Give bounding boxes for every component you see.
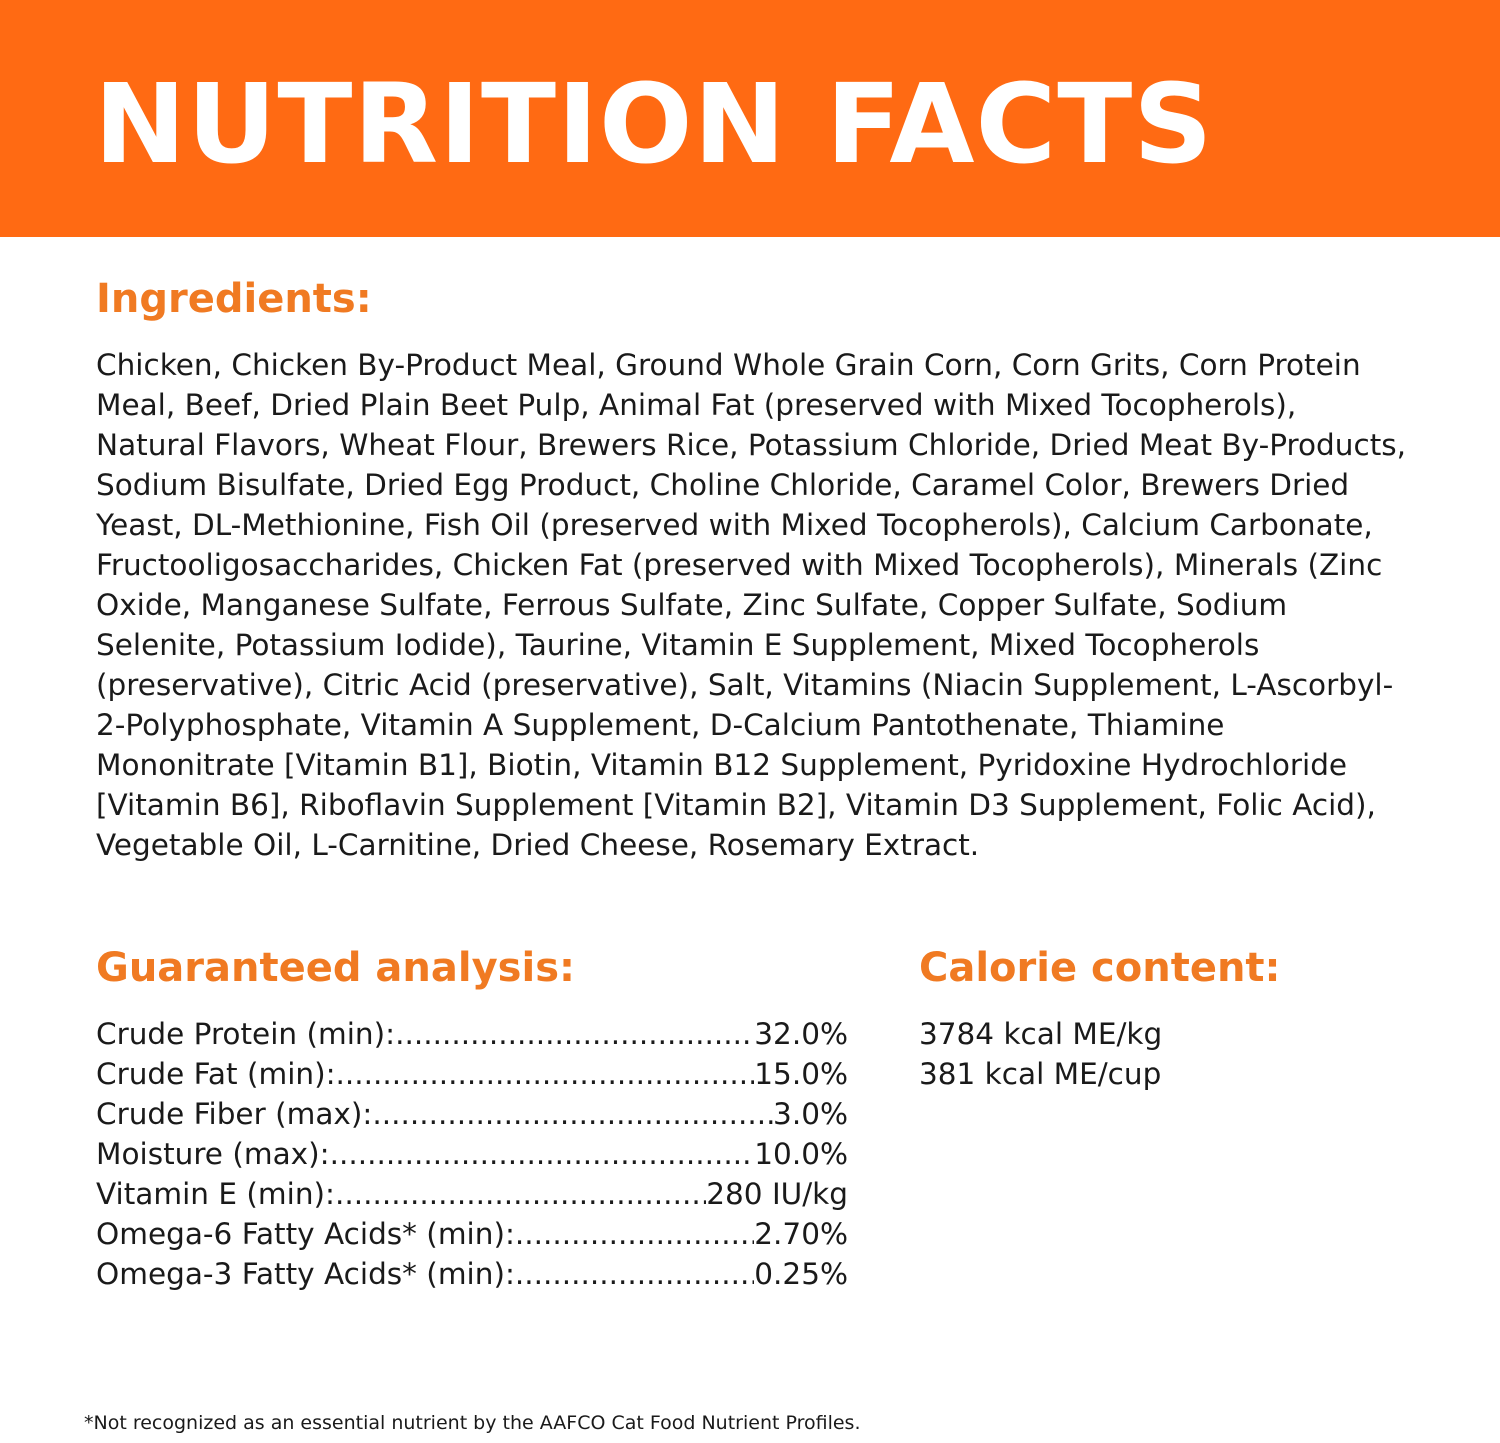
analysis-row-moisture xyxy=(96,1134,848,1174)
analysis-row-vitamin-e xyxy=(96,1174,848,1214)
analysis-value: 0.25% xyxy=(754,1257,848,1291)
analysis-value: 10.0% xyxy=(754,1137,848,1171)
header-banner xyxy=(0,0,1500,237)
footnote: *Not recognized as an essential nutrient by the AAFCO Cat Food Nutrient Profiles. xyxy=(84,1412,861,1434)
dot-leader xyxy=(372,1094,773,1134)
analysis-value: 15.0% xyxy=(754,1057,848,1091)
guaranteed-analysis-list xyxy=(96,1014,848,1294)
dot-leader xyxy=(335,1174,706,1214)
guaranteed-analysis-heading: Guaranteed analysis: xyxy=(96,945,576,991)
dot-leader xyxy=(515,1254,754,1294)
analysis-label: Omega-3 Fatty Acids* (min): xyxy=(96,1257,515,1291)
analysis-label: Vitamin E (min): xyxy=(96,1177,335,1211)
analysis-label: Crude Fat (min): xyxy=(96,1057,336,1091)
analysis-row-omega-3 xyxy=(96,1254,848,1294)
analysis-value: 32.0% xyxy=(754,1017,848,1051)
dot-leader xyxy=(330,1134,755,1174)
analysis-label: Moisture (max): xyxy=(96,1137,330,1171)
analysis-value: 2.70% xyxy=(754,1217,848,1251)
dot-leader xyxy=(336,1054,755,1094)
analysis-row-omega-6 xyxy=(96,1214,848,1254)
analysis-value: 3.0% xyxy=(773,1097,848,1131)
analysis-row-crude-protein xyxy=(96,1014,848,1054)
dot-leader xyxy=(515,1214,754,1254)
calorie-line-per-cup: 381 kcal ME/cup xyxy=(919,1057,1162,1091)
ingredients-text: Chicken, Chicken By-Product Meal, Ground Whole Grain Corn, Corn Grits, Corn Protein Meal, Beef, Dried Plain Beet Pulp, Animal Fat (preserved with Mixed Tocopherols), Natural Flavors, Wheat Flour, Brewers Rice, Potassium Chloride, Dried Meat By-Products, Sodium Bisulfate, Dried Egg Product, Choline Chloride, Caramel Color, Brewers Dried Yeast, DL-Methionine, Fish Oil (preserved with Mixed Tocopherols), Calcium Carbonate, Fructooligosaccharides, Chicken Fat (preserved with Mixed Tocopherols), Minerals (Zinc Oxide, Manganese Sulfate, Ferrous Sulfate, Zinc Sulfate, Copper Sulfate, Sodium Selenite, Potassium Iodide), Taurine, Vitamin E Supplement, Mixed Tocopherols (preservative), Citric Acid (preservative), Salt, Vitamins (Niacin Supplement, L-Ascorbyl-2-Polyphosphate, Vitamin A Supplement, D-Calcium Pantothenate, Thiamine Mononitrate [Vitamin B1], Biotin, Vitamin B12 Supplement, Pyridoxine Hydrochloride [Vitamin B6], Riboflavin Supplement [Vitamin B2], Vitamin D3 Supplement, Folic Acid), Vegetable Oil, L-Carnitine, Dried Cheese, Rosemary Extract. xyxy=(96,348,1407,862)
calorie-content-list xyxy=(919,1014,1162,1094)
calorie-content-heading: Calorie content: xyxy=(919,945,1281,991)
analysis-label: Crude Fiber (max): xyxy=(96,1097,373,1131)
page-title: NUTRITION FACTS xyxy=(94,60,1214,188)
analysis-label: Crude Protein (min): xyxy=(96,1017,396,1051)
dot-leader xyxy=(395,1014,754,1054)
analysis-row-crude-fiber xyxy=(96,1094,848,1134)
analysis-value: 280 IU/kg xyxy=(706,1177,848,1211)
calorie-line-per-kg: 3784 kcal ME/kg xyxy=(919,1017,1163,1051)
analysis-row-crude-fat xyxy=(96,1054,848,1094)
analysis-label: Omega-6 Fatty Acids* (min): xyxy=(96,1217,515,1251)
ingredients-heading: Ingredients: xyxy=(96,276,372,322)
